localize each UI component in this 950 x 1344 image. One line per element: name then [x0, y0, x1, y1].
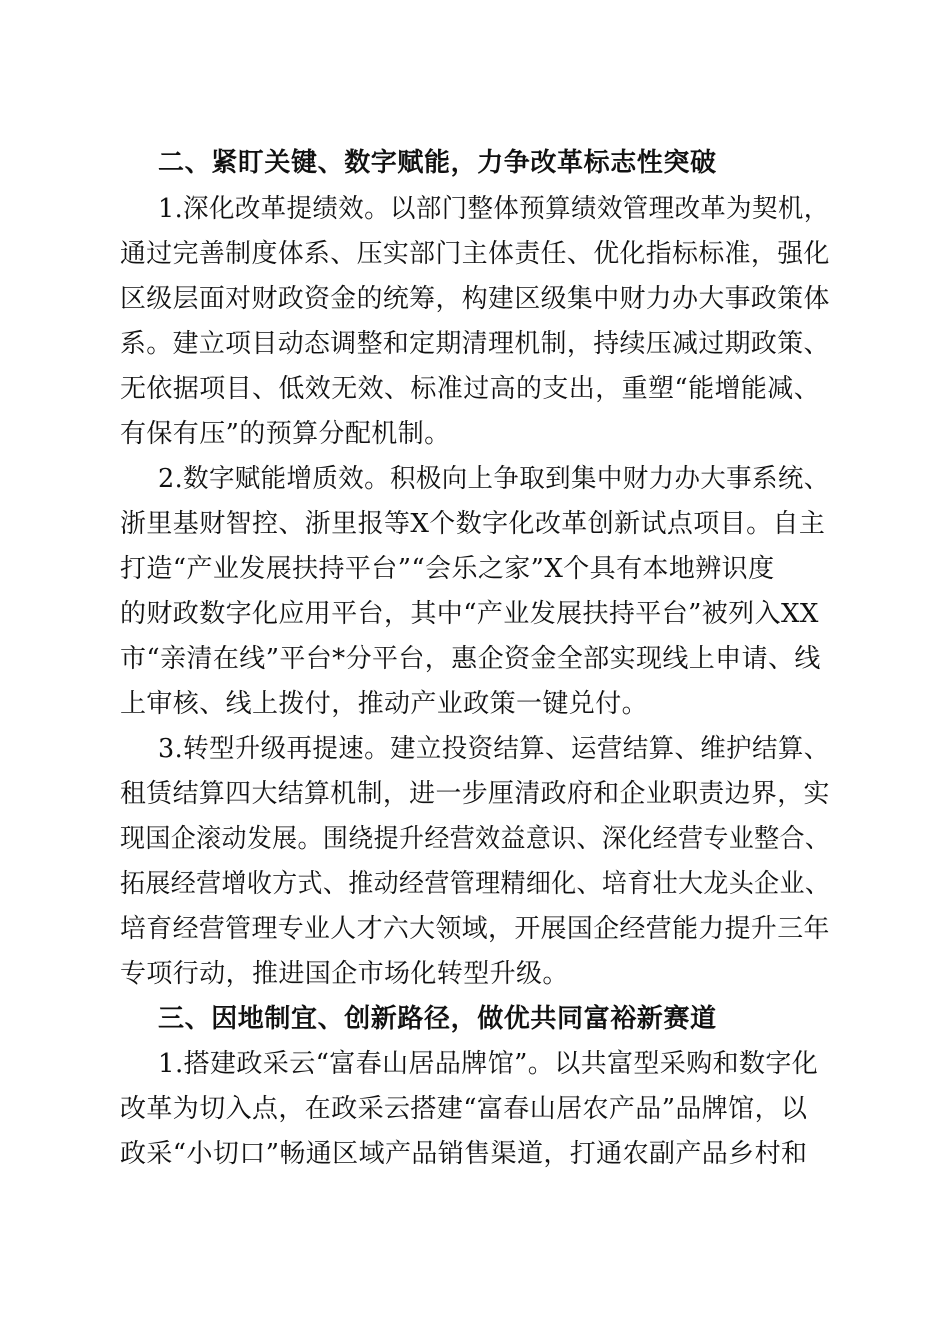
- paragraph-3-line-4: 拓展经营增收方式、推动经营管理精细化、培育壮大龙头企业、: [120, 869, 831, 899]
- paragraph-1-line-4: 系。建立项目动态调整和定期清理机制，持续压减过期政策、: [120, 329, 830, 359]
- paragraph-2-line-2: 浙里基财智控、浙里报等X个数字化改革创新试点项目。自主: [120, 509, 826, 539]
- paragraph-3-line-2: 租赁结算四大结算机制，进一步厘清政府和企业职责边界，实: [120, 779, 830, 809]
- paragraph-3-line-3: 现国企滚动发展。围绕提升经营效益意识、深化经营专业整合、: [120, 824, 831, 854]
- paragraph-2-line-6: 上审核、线上拨付，推动产业政策一键兑付。: [120, 689, 649, 719]
- paragraph-1-line-5: 无依据项目、低效无效、标准过高的支出，重塑“能增能减、: [120, 374, 821, 404]
- paragraph-2-line-4: 的财政数字化应用平台，其中“产业发展扶持平台”被列入XX: [120, 599, 819, 629]
- paragraph-2-line-1: 2.数字赋能增质效。积极向上争取到集中财力办大事系统、: [158, 464, 830, 494]
- paragraph-1-line-3: 区级层面对财政资金的统筹，构建区级集中财力办大事政策体: [120, 284, 830, 314]
- paragraph-4-line-3: 政采“小切口”畅通区域产品销售渠道，打通农副产品乡村和: [120, 1139, 808, 1169]
- paragraph-2-line-3: 打造“产业发展扶持平台”“会乐之家”X个具有本地辨识度: [120, 554, 775, 584]
- paragraph-3-line-1: 3.转型升级再提速。建立投资结算、运营结算、维护结算、: [158, 734, 830, 764]
- paragraph-3-line-6: 专项行动，推进国企市场化转型升级。: [120, 959, 569, 989]
- paragraph-1-line-1: 1.深化改革提绩效。以部门整体预算绩效管理改革为契机，: [158, 194, 830, 224]
- section-heading-3: 三、因地制宜、创新路径，做优共同富裕新赛道: [158, 1004, 717, 1034]
- paragraph-2-line-5: 市“亲清在线”平台*分平台，惠企资金全部实现线上申请、线: [120, 644, 821, 674]
- section-heading-2: 二、紧盯关键、数字赋能，力争改革标志性突破: [158, 148, 717, 178]
- paragraph-1-line-2: 通过完善制度体系、压实部门主体责任、优化指标标准，强化: [120, 239, 830, 269]
- paragraph-1-line-6: 有保有压”的预算分配机制。: [120, 419, 451, 449]
- paragraph-3-line-5: 培育经营管理专业人才六大领域，开展国企经营能力提升三年: [120, 914, 830, 944]
- paragraph-4-line-1: 1.搭建政采云“富春山居品牌馆”。以共富型采购和数字化: [158, 1049, 819, 1079]
- paragraph-4-line-2: 改革为切入点，在政采云搭建“富春山居农产品”品牌馆，以: [120, 1094, 808, 1124]
